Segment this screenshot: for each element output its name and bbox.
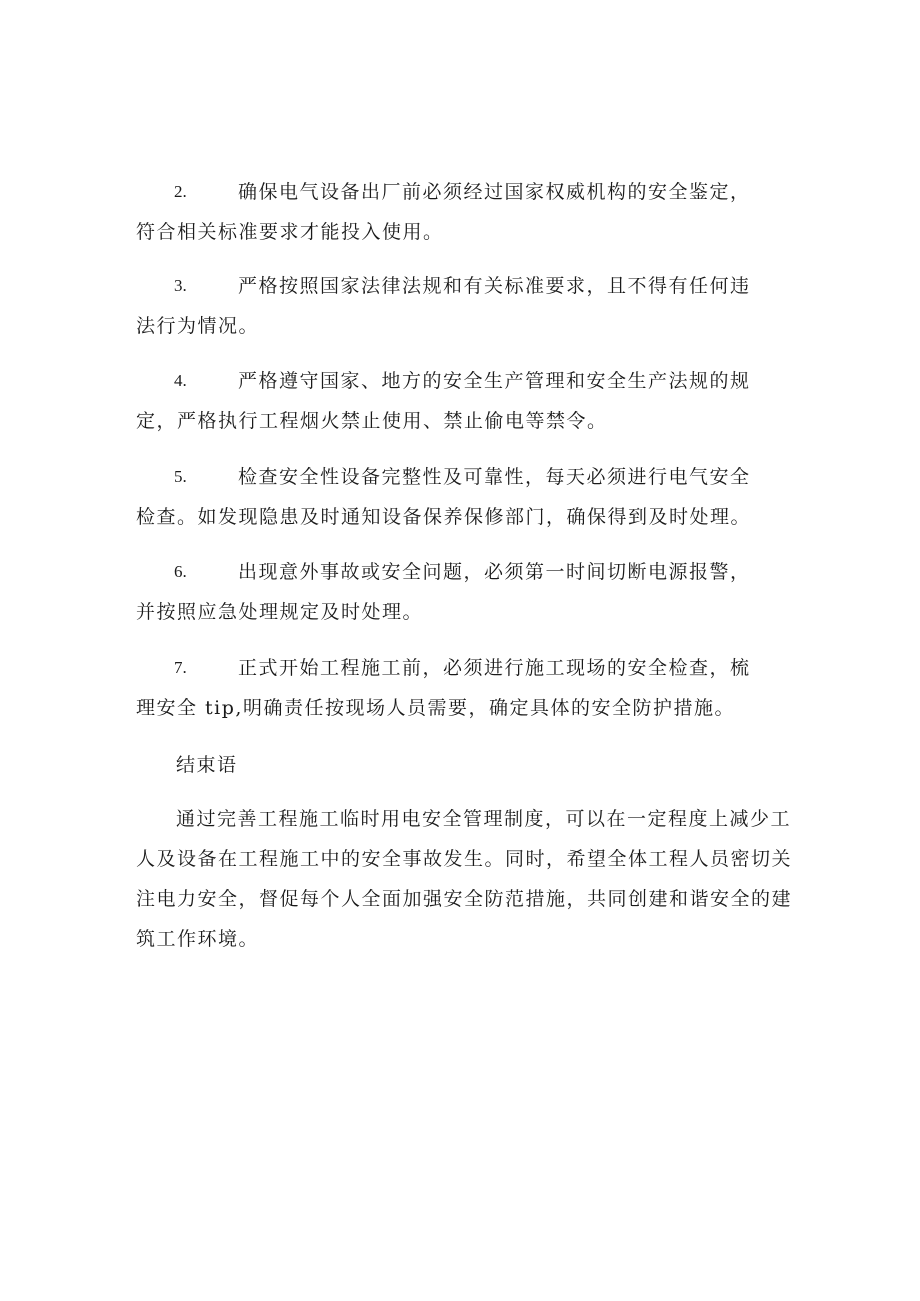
list-item: [136, 172, 751, 252]
list-item-text-line2: 检查。如发现隐患及时通知设备保养保修部门，确保得到及时处理。: [136, 506, 752, 528]
list-item-number: 6.: [174, 562, 187, 581]
closing-heading: 结束语: [176, 754, 238, 776]
list-item-text-line1: 确保电气设备出厂前必须经过国家权威机构的安全鉴定，: [238, 181, 751, 203]
list-item-text-line2: 法行为情况。: [136, 315, 260, 337]
list-item: [136, 552, 751, 632]
list-item-text-line1: 出现意外事故或安全问题，必须第一时间切断电源报警，: [238, 561, 751, 583]
closing-paragraph-line: 注电力安全，督促每个人全面加强安全防范措施，共同创建和谐安全的建: [136, 888, 793, 910]
list-item-number: 5.: [174, 467, 187, 486]
list-item-text-line2: 符合相关标准要求才能投入使用。: [136, 221, 444, 243]
list-item-text-line1: 正式开始工程施工前，必须进行施工现场的安全检查，梳: [238, 657, 751, 679]
closing-paragraph-line: 筑工作环境。: [136, 928, 260, 950]
closing-paragraph: [136, 799, 793, 959]
list-item-number: 4.: [174, 371, 187, 390]
closing-paragraph-line: 通过完善工程施工临时用电安全管理制度，可以在一定程度上减少工: [176, 808, 792, 830]
list-item-number: 7.: [174, 658, 187, 677]
list-item-text-line1: 严格遵守国家、地方的安全生产管理和安全生产法规的规: [238, 370, 751, 392]
list-item: [136, 266, 751, 346]
list-item-number: 3.: [174, 276, 187, 295]
list-item: [136, 648, 751, 728]
list-item-text-line1: 检查安全性设备完整性及可靠性，每天必须进行电气安全: [238, 466, 751, 488]
list-item-text-line1: 严格按照国家法律法规和有关标准要求，且不得有任何违: [238, 275, 751, 297]
closing-paragraph-line: 人及设备在工程施工中的安全事故发生。同时，希望全体工程人员密切关: [136, 848, 793, 870]
list-item-text-line2: 定，严格执行工程烟火禁止使用、禁止偷电等禁令。: [136, 410, 608, 432]
list-item: [136, 361, 751, 441]
list-item-text-line2: 理安全 tip,明确责任按现场人员需要，确定具体的安全防护措施。: [136, 697, 735, 719]
list-item: [136, 457, 752, 537]
list-item-number: 2.: [174, 182, 187, 201]
list-item-text-line2: 并按照应急处理规定及时处理。: [136, 601, 424, 623]
